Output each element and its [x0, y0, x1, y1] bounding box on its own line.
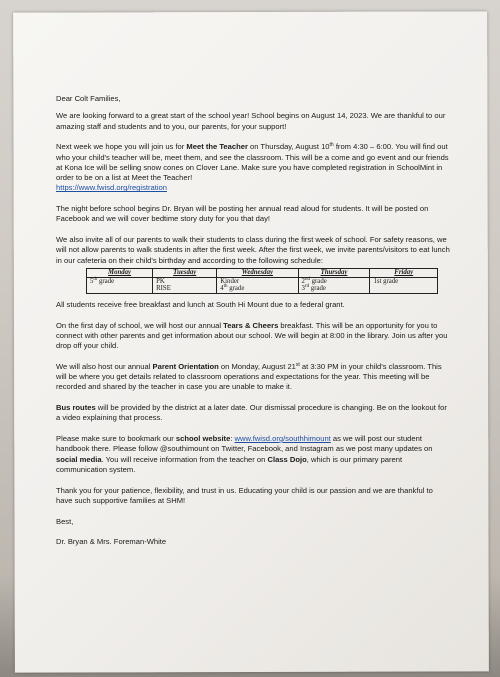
schedule-header-tuesday: Tuesday [153, 269, 217, 278]
text-segment: : [230, 434, 235, 444]
paragraph-meet-the-teacher [56, 142, 450, 193]
paragraph-website-social [56, 434, 450, 475]
registration-link[interactable]: https://www.fwisd.org/registration [56, 183, 167, 193]
text-segment: Please make sure to bookmark our [56, 434, 176, 444]
text-segment: Next week we hope you will join us for [56, 142, 187, 152]
text-segment: as we will post our student handbook there. Please follow @southimount on Twitter, Facebook, and Instagram as we post many updates on [56, 434, 433, 454]
schedule-cell-monday: 5th grade [87, 277, 153, 293]
school-website-bold: school website [175, 434, 231, 444]
paragraph-thank-you: Thank you for your patience, flexibility, and trust in us. Educating your child is our passion and we are thankful to have such supportive families at SHM! [56, 485, 433, 505]
text-segment: We will also host our annual [56, 361, 153, 371]
schedule-cell-friday: 1st grade [370, 277, 438, 293]
lunch-schedule-table [86, 268, 438, 294]
text-segment: will be provided by the district at a later date. Our dismissal procedure is changing. Be on the lookout for a video explaining that process. [56, 403, 447, 423]
text-segment: breakfast. This will be an opportunity for you to connect with other parents and get information about our school. We will begin at 8:00 in the library. Join us after you drop off your child. [56, 320, 448, 351]
school-website-link[interactable]: www.fwisd.org/southhimount [234, 434, 331, 444]
schedule-header-wednesday: Wednesday [217, 269, 298, 278]
paragraph-read-aloud: The night before school begins Dr. Bryan will be posting her annual read aloud for students. It will be posted on Facebook and we will cover bedtime story duty for you that day! [56, 204, 429, 224]
text-segment: On the first day of school, we will host our annual [56, 320, 224, 330]
bus-routes-bold: Bus routes [56, 403, 96, 413]
paragraph-bus-routes [56, 403, 450, 424]
paragraph-intro: We are looking forward to a great start of the school year! School begins on August 14, 2023. We are thankful to our amazing staff and students and to you, our parents, for your support! [56, 111, 446, 131]
paragraph-parent-orientation [56, 362, 450, 393]
schedule-header-monday: Monday [87, 269, 153, 278]
text-segment: . You will receive information from the teacher on [101, 454, 268, 464]
text-segment: at 3:30 PM in your child's classroom. This will be where you get details related to classroom operations and expectations for the year. This meeting will be recorded and shared by the teacher in case you are unable to make it. [56, 361, 442, 392]
meet-the-teacher-bold: Meet the Teacher [186, 142, 248, 152]
schedule-header-thursday: Thursday [298, 269, 370, 278]
ordinal-suffix: st [295, 361, 300, 368]
signature: Dr. Bryan & Mrs. Foreman-White [56, 537, 167, 547]
parent-orientation-bold: Parent Orientation [152, 361, 219, 371]
tears-cheers-bold: Tears & Cheers [223, 320, 279, 330]
paragraph-tears-and-cheers [56, 321, 450, 352]
text-segment: on Thursday, August 10 [247, 142, 330, 152]
paragraph-walk-to-class: We also invite all of our parents to walk their students to class during the first week of school. For safety reasons, we will not allow parents to walk students in after the first week. After the first week, we invite parents/visitors to eat lunch in our cafeteria on their child's birthday and according to the following schedule: [56, 235, 450, 265]
text-segment: on Monday, August 21 [218, 361, 296, 371]
letter-body [56, 94, 450, 558]
ordinal-suffix: th [329, 142, 334, 149]
closing: Best, [56, 516, 74, 526]
greeting: Dear Colt Families, [56, 94, 121, 103]
paragraph-free-meals: All students receive free breakfast and lunch at South Hi Mount due to a federal grant. [56, 299, 345, 309]
schedule-cell-wednesday: Kinder 4th grade [217, 277, 298, 293]
text-segment: , which is our primary parent communication system. [56, 454, 403, 474]
schedule-cell-tuesday: PK RISE [153, 277, 217, 293]
schedule-cell-thursday: 2nd grade 3rd grade [298, 277, 370, 293]
class-dojo-bold: Class Dojo [267, 454, 307, 464]
text-segment: from 4:30 – 6:00. You will find out who your child's teacher will be, meet them, and see the classroom. This will be a come and go event and our friends at Kona Ice will be selling snow cones on Clover Lane. Make sure you have completed registration in SchoolMint in order to be on a list at Meet the Teacher! [56, 142, 449, 183]
social-media-bold: social media [56, 454, 102, 464]
schedule-header-friday: Friday [370, 269, 438, 278]
